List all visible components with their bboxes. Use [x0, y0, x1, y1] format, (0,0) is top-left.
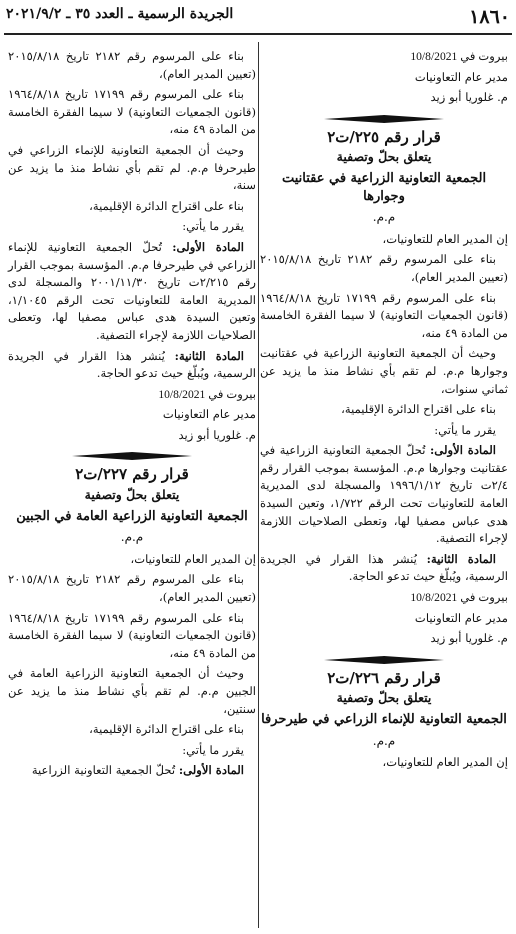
gazette-title: الجريدة الرسمية ـ العدد ٣٥ ـ ٢٠٢١/٩/٢	[6, 6, 234, 22]
page-header	[0, 0, 516, 36]
left-column	[8, 48, 256, 783]
preamble-line: بناء على المرسوم رقم ١٧١٩٩ تاريخ ١٩٦٤/٨/١٨ (قانون الجمعيات التعاونية) لا سيما الفقرة الخامسة من المادة ٤٩ منه،	[8, 610, 256, 660]
section-separator	[260, 115, 508, 123]
preamble-line: بناء على المرسوم رقم ٢١٨٢ تاريخ ٢٠١٥/٨/١٨ (تعيين المدير العام)،	[8, 49, 256, 81]
signature-block	[260, 48, 508, 107]
preamble-line: بناء على اقتراح الدائرة الإقليمية،	[89, 198, 244, 213]
decision-title: قرار رقم ٢٢٦/ت٢	[327, 668, 441, 687]
decision-225	[260, 129, 508, 648]
decision-subject: يتعلق بحلّ وتصفية	[336, 149, 432, 165]
preamble-line: بناء على اقتراح الدائرة الإقليمية،	[341, 402, 496, 417]
signature-date: بيروت في 10/8/2021	[158, 387, 256, 401]
signature-date: بيروت في 10/8/2021	[410, 591, 508, 605]
article-2	[260, 551, 508, 586]
preamble-line: يقرر ما يأتي:	[182, 742, 244, 757]
preamble-line: وحيث أن الجمعية التعاونية الزراعية العامة في الجبين م.م. لم تقم بأي نشاط منذ ما يزيد عن سنتين،	[8, 666, 256, 716]
column-divider	[258, 42, 259, 928]
preamble-line: بناء على المرسوم رقم ١٧١٩٩ تاريخ ١٩٦٤/٨/١٨ (قانون الجمعيات التعاونية) لا سيما الفقرة الخامسة من المادة ٤٩ منه،	[260, 290, 508, 340]
article-1	[8, 762, 256, 780]
right-column	[260, 48, 508, 775]
decision-entity: الجمعية التعاونية للإنماء الزراعي في طيرحرفا	[261, 712, 507, 727]
preamble-line: إن المدير العام للتعاونيات،	[382, 755, 508, 770]
signature-role: مدير عام التعاونيات	[414, 69, 508, 84]
preamble-line: بناء على المرسوم رقم ٢١٨٢ تاريخ ٢٠١٥/٨/١٨ (تعيين المدير العام)،	[8, 572, 256, 605]
article-1	[260, 442, 508, 548]
article-label: المادة الأولى:	[172, 239, 245, 254]
signature-block	[8, 386, 256, 445]
article-2	[8, 348, 256, 383]
entity-type: م.م.	[372, 210, 396, 225]
preamble-line: بناء على المرسوم رقم ٢١٨٢ تاريخ ٢٠١٥/٨/١٨ (تعيين المدير العام)،	[260, 252, 508, 284]
entity-type: م.م.	[120, 530, 144, 545]
article-text: تُحلّ الجمعية التعاونية الزراعية	[31, 763, 176, 778]
article-1	[8, 239, 256, 345]
page-number: ١٨٦٠	[469, 6, 510, 28]
signature-role: مدير عام التعاونيات	[414, 610, 508, 625]
section-separator	[260, 656, 508, 664]
preamble-line: بناء على المرسوم رقم ١٧١٩٩ تاريخ ١٩٦٤/٨/١٨ (قانون الجمعيات التعاونية) لا سيما الفقرة الخامسة من المادة ٤٩ منه،	[8, 87, 256, 137]
decision-subject: يتعلق بحلّ وتصفية	[84, 487, 180, 503]
signature-date: بيروت في 10/8/2021	[410, 50, 508, 63]
section-separator	[8, 452, 256, 460]
preamble-line: إن المدير العام للتعاونيات،	[130, 551, 256, 566]
article-text: يُنشر هذا القرار في الجريدة الرسمية، ويُبلّغ حيث تدعو الحاجة.	[8, 348, 256, 381]
preamble-line: وحيث أن الجمعية التعاونية الزراعية في عقتانيت وجوارها م.م. لم تقم بأي نشاط منذ ما يزيد عن ثماني سنوات،	[260, 346, 508, 396]
entity-type: م.م.	[372, 733, 396, 748]
preamble-line: إن المدير العام للتعاونيات،	[382, 231, 508, 246]
decision-title: قرار رقم ٢٢٧/ت٢	[75, 465, 189, 484]
signature-role: مدير عام التعاونيات	[162, 407, 256, 422]
article-label: المادة الأولى:	[430, 443, 497, 458]
decision-226-continued	[8, 48, 256, 444]
article-text: يُنشر هذا القرار في الجريدة الرسمية، ويُبلّغ حيث تدعو الحاجة.	[260, 551, 508, 584]
article-label: المادة الثانية:	[426, 551, 496, 566]
header-rule	[4, 33, 512, 35]
preamble-line: يقرر ما يأتي:	[182, 219, 244, 234]
decision-227	[8, 466, 256, 780]
preamble-line: يقرر ما يأتي:	[434, 422, 496, 437]
decision-entity: الجمعية التعاونية الزراعية في عقتانيت وجوارها	[281, 170, 487, 204]
decision-226	[260, 670, 508, 772]
signature-name: م. غلوريا أبو زيد	[430, 631, 508, 646]
article-text: تُحلّ الجمعية التعاونية للإنماء الزراعي في طيرحرفا م.م. المؤسسة بموجب القرار رقم ٢/٢١٥ت تاريخ ٢٠٠١/١١/٣٠ والمسجلة لدى المديرية العامة للتعاونيات تحت الرقم ١/١٠٤٥، وتعين السيدة هدى عباس مصفيا لها، وتعطى الصلاحيات اللازمة لإجراء التصفية.	[8, 239, 257, 342]
signature-name: م. غلوريا أبو زيد	[430, 90, 508, 105]
decision-subject: يتعلق بحلّ وتصفية	[336, 690, 432, 706]
preamble-line: وحيث أن الجمعية التعاونية للإنماء الزراعي في طيرحرفا م.م. لم تقم بأي نشاط منذ ما يزيد عن سنة،	[8, 142, 256, 193]
decision-title: قرار رقم ٢٢٥/ت٢	[327, 127, 441, 146]
article-label: المادة الأولى:	[178, 763, 244, 778]
signature-name: م. غلوريا أبو زيد	[178, 427, 256, 442]
preamble-line: بناء على اقتراح الدائرة الإقليمية،	[89, 722, 244, 737]
decision-entity: الجمعية التعاونية الزراعية العامة في الجبين	[16, 508, 248, 524]
article-label: المادة الثانية:	[174, 348, 244, 363]
signature-block	[260, 589, 508, 648]
article-text: تُحلّ الجمعية التعاونية الزراعية في عقتانيت وجوارها م.م. المؤسسة بموجب القرار رقم ٢/٤ت تاريخ ١٩٩٦/١/١٢ والمسجلة لدى المديرية العامة للتعاونيات تحت الرقم ١/٧٢٢، وتعين السيدة هدى عباس مصفيا لها، وتعطى الصلاحيات اللازمة لإجراء التصفية.	[260, 443, 508, 546]
